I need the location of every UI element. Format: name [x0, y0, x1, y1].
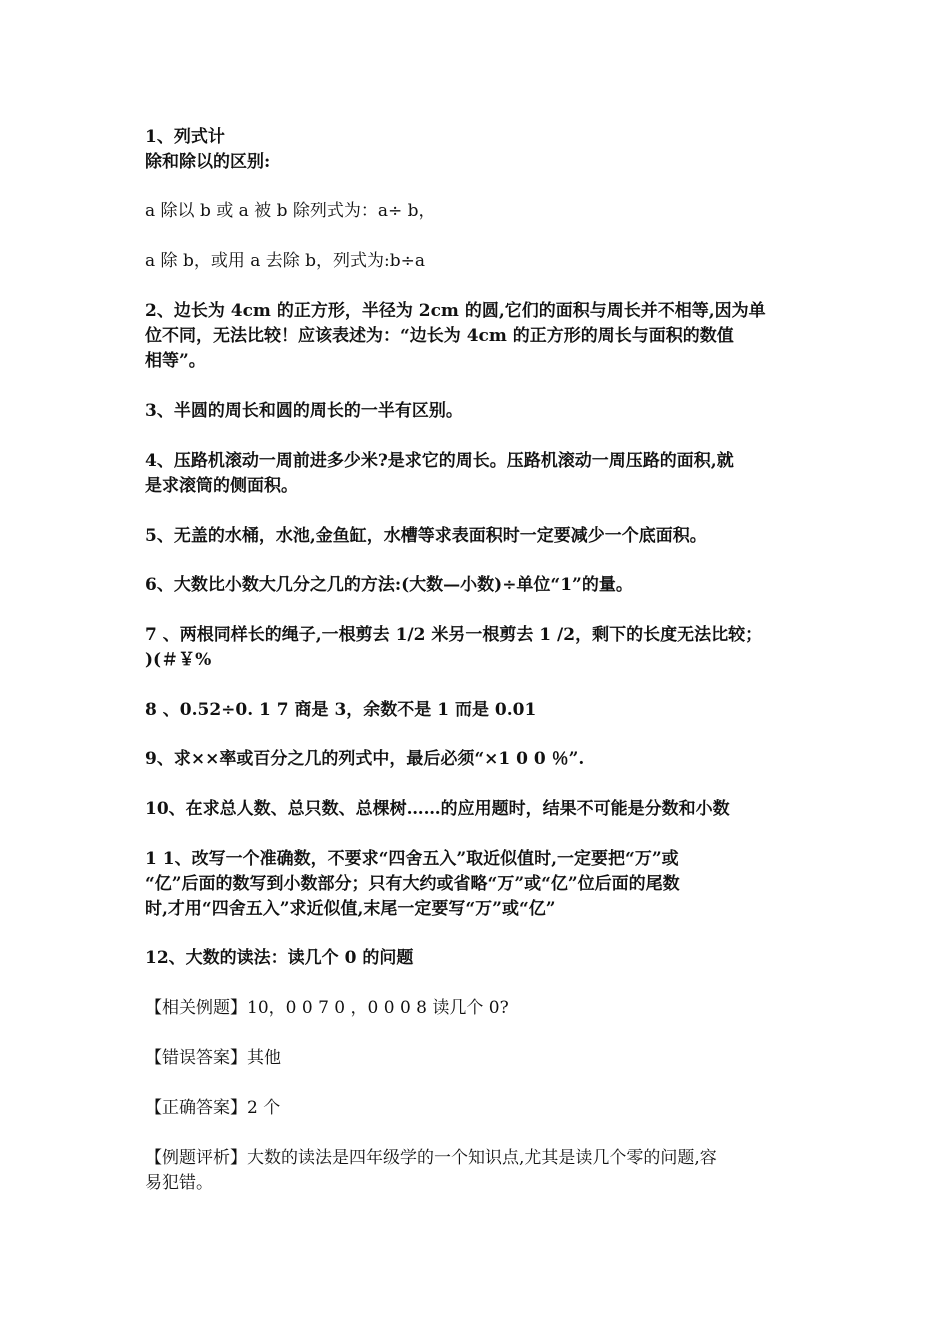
example-text: 10，0 0 7 0 ，0 0 0 8 读几个 0?: [247, 998, 509, 1018]
item1-rule2: a 除 b，或用 a 去除 b，列式为:b÷a: [145, 251, 426, 271]
item6: 6、大数比小数大几分之几的方法:(大数—小数)÷单位“1”的量。: [145, 575, 633, 595]
item7-line1: 7 、两根同样长的绳子,一根剪去 1/2 米另一根剪去 1 /2，剩下的长度无法比较；: [145, 625, 763, 645]
item2-line2: 位不同，无法比较！应该表述为：“边长为 4cm 的正方形的周长与面积的数值: [145, 326, 734, 346]
item7-line2: )(＃￥%: [145, 650, 212, 670]
item10: 10、在求总人数、总只数、总棵树……的应用题时，结果不可能是分数和小数: [145, 799, 730, 819]
wrong-answer-row: [145, 1045, 281, 1071]
item1-title: 1、列式计: [145, 127, 225, 147]
example-label: 【相关例题】: [145, 998, 247, 1018]
item2-line3: 相等”。: [145, 351, 206, 371]
analysis-text-line1: 大数的读法是四年级学的一个知识点,尤其是读几个零的问题,容: [247, 1148, 717, 1168]
item12: 12、大数的读法：读几个 0 的问题: [145, 948, 414, 968]
item2-line1: 2、边长为 4cm 的正方形，半径为 2cm 的圆,它们的面积与周长并不相等,因为单: [145, 301, 766, 321]
wrong-answer-text: 其他: [247, 1048, 281, 1068]
item11-line2: “亿”后面的数写到小数部分；只有大约或省略“万”或“亿”位后面的尾数: [145, 874, 680, 894]
right-answer-row: [145, 1095, 280, 1121]
item8: 8 、0.52÷0. 1 7 商是 3，余数不是 1 而是 0.01: [145, 700, 537, 720]
item4-line1: 4、压路机滚动一周前进多少米?是求它的周长。压路机滚动一周压路的面积,就: [145, 451, 734, 471]
example-row: [145, 995, 509, 1021]
item11-line1: 1 1、改写一个准确数，不要求“四舍五入”取近似值时,一定要把“万”或: [145, 849, 679, 869]
analysis-row: [145, 1145, 717, 1171]
analysis-label: 【例题评析】: [145, 1148, 247, 1168]
item1-subtitle: 除和除以的区别:: [145, 152, 271, 172]
item4-line2: 是求滚筒的侧面积。: [145, 476, 298, 496]
item3: 3、半圆的周长和圆的周长的一半有区别。: [145, 401, 463, 421]
item9: 9、求××率或百分之几的列式中，最后必须“×1 0 0 ％”.: [145, 749, 585, 769]
right-answer-text: 2 个: [247, 1098, 281, 1118]
analysis-text-line2: 易犯错。: [145, 1173, 213, 1193]
right-answer-label: 【正确答案】: [145, 1098, 247, 1118]
item5: 5、无盖的水桶，水池,金鱼缸，水槽等求表面积时一定要减少一个底面积。: [145, 526, 707, 546]
wrong-answer-label: 【错误答案】: [145, 1048, 247, 1068]
item1-rule1: a 除以 b 或 a 被 b 除列式为：a÷ b，: [145, 201, 436, 221]
item11-line3: 时,才用“四舍五入”求近似值,末尾一定要写“万”或“亿”: [145, 899, 556, 919]
